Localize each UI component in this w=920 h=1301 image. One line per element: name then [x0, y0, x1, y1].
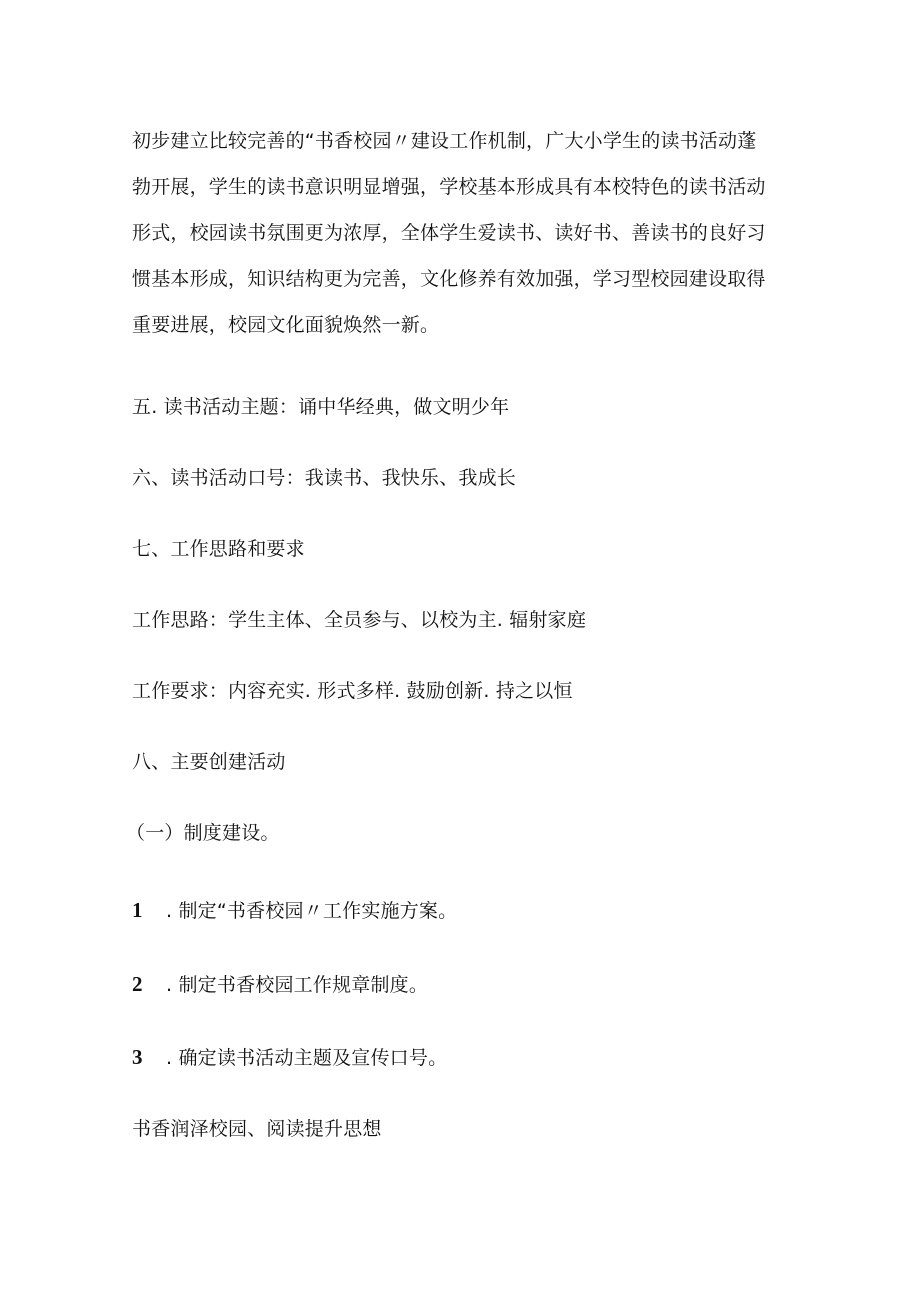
list-item-2	[132, 961, 800, 1008]
list-item-number: 3	[132, 1045, 143, 1069]
intro-paragraph	[132, 118, 800, 348]
intro-line: 惯基本形成，知识结构更为完善，文化修养有效加强，学习型校园建设取得	[132, 268, 766, 290]
section-8-heading: 八、主要创建活动	[132, 751, 286, 773]
section-7-heading: 七、工作思路和要求	[132, 538, 305, 560]
list-item-number: 2	[132, 972, 143, 996]
list-item-3	[132, 1034, 800, 1081]
list-item-text: . 制定书香校园工作规章制度。	[166, 974, 429, 996]
list-item-text: . 制定“书香校园〃工作实施方案。	[166, 900, 458, 922]
list-item-1	[132, 887, 800, 934]
work-requirement-line: 工作要求：内容充实. 形式多样. 鼓励创新. 持之以恒	[132, 680, 573, 702]
intro-line: 勃开展，学生的读书意识明显增强，学校基本形成具有本校特色的读书活动	[132, 176, 766, 198]
section-6-heading: 六、读书活动口号：我读书、我快乐、我成长	[132, 467, 517, 489]
subsection-1-heading: （一）制度建设。	[126, 822, 280, 844]
work-idea-line: 工作思路：学生主体、全员参与、以校为主. 辐射家庭	[132, 609, 587, 631]
list-item-number: 1	[132, 898, 143, 922]
intro-line: 初步建立比较完善的“书香校园〃建设工作机制，广大小学生的读书活动蓬	[132, 130, 757, 152]
list-item-text: . 确定读书活动主题及宣传口号。	[166, 1047, 448, 1069]
section-5-heading: 五. 读书活动主题：诵中华经典，做文明少年	[132, 396, 510, 418]
intro-line: 重要进展，校园文化面貌焕然一新。	[132, 314, 440, 336]
closing-line: 书香润泽校园、阅读提升思想	[132, 1118, 382, 1140]
intro-line: 形式，校园读书氛围更为浓厚，全体学生爱读书、读好书、善读书的良好习	[132, 222, 766, 244]
